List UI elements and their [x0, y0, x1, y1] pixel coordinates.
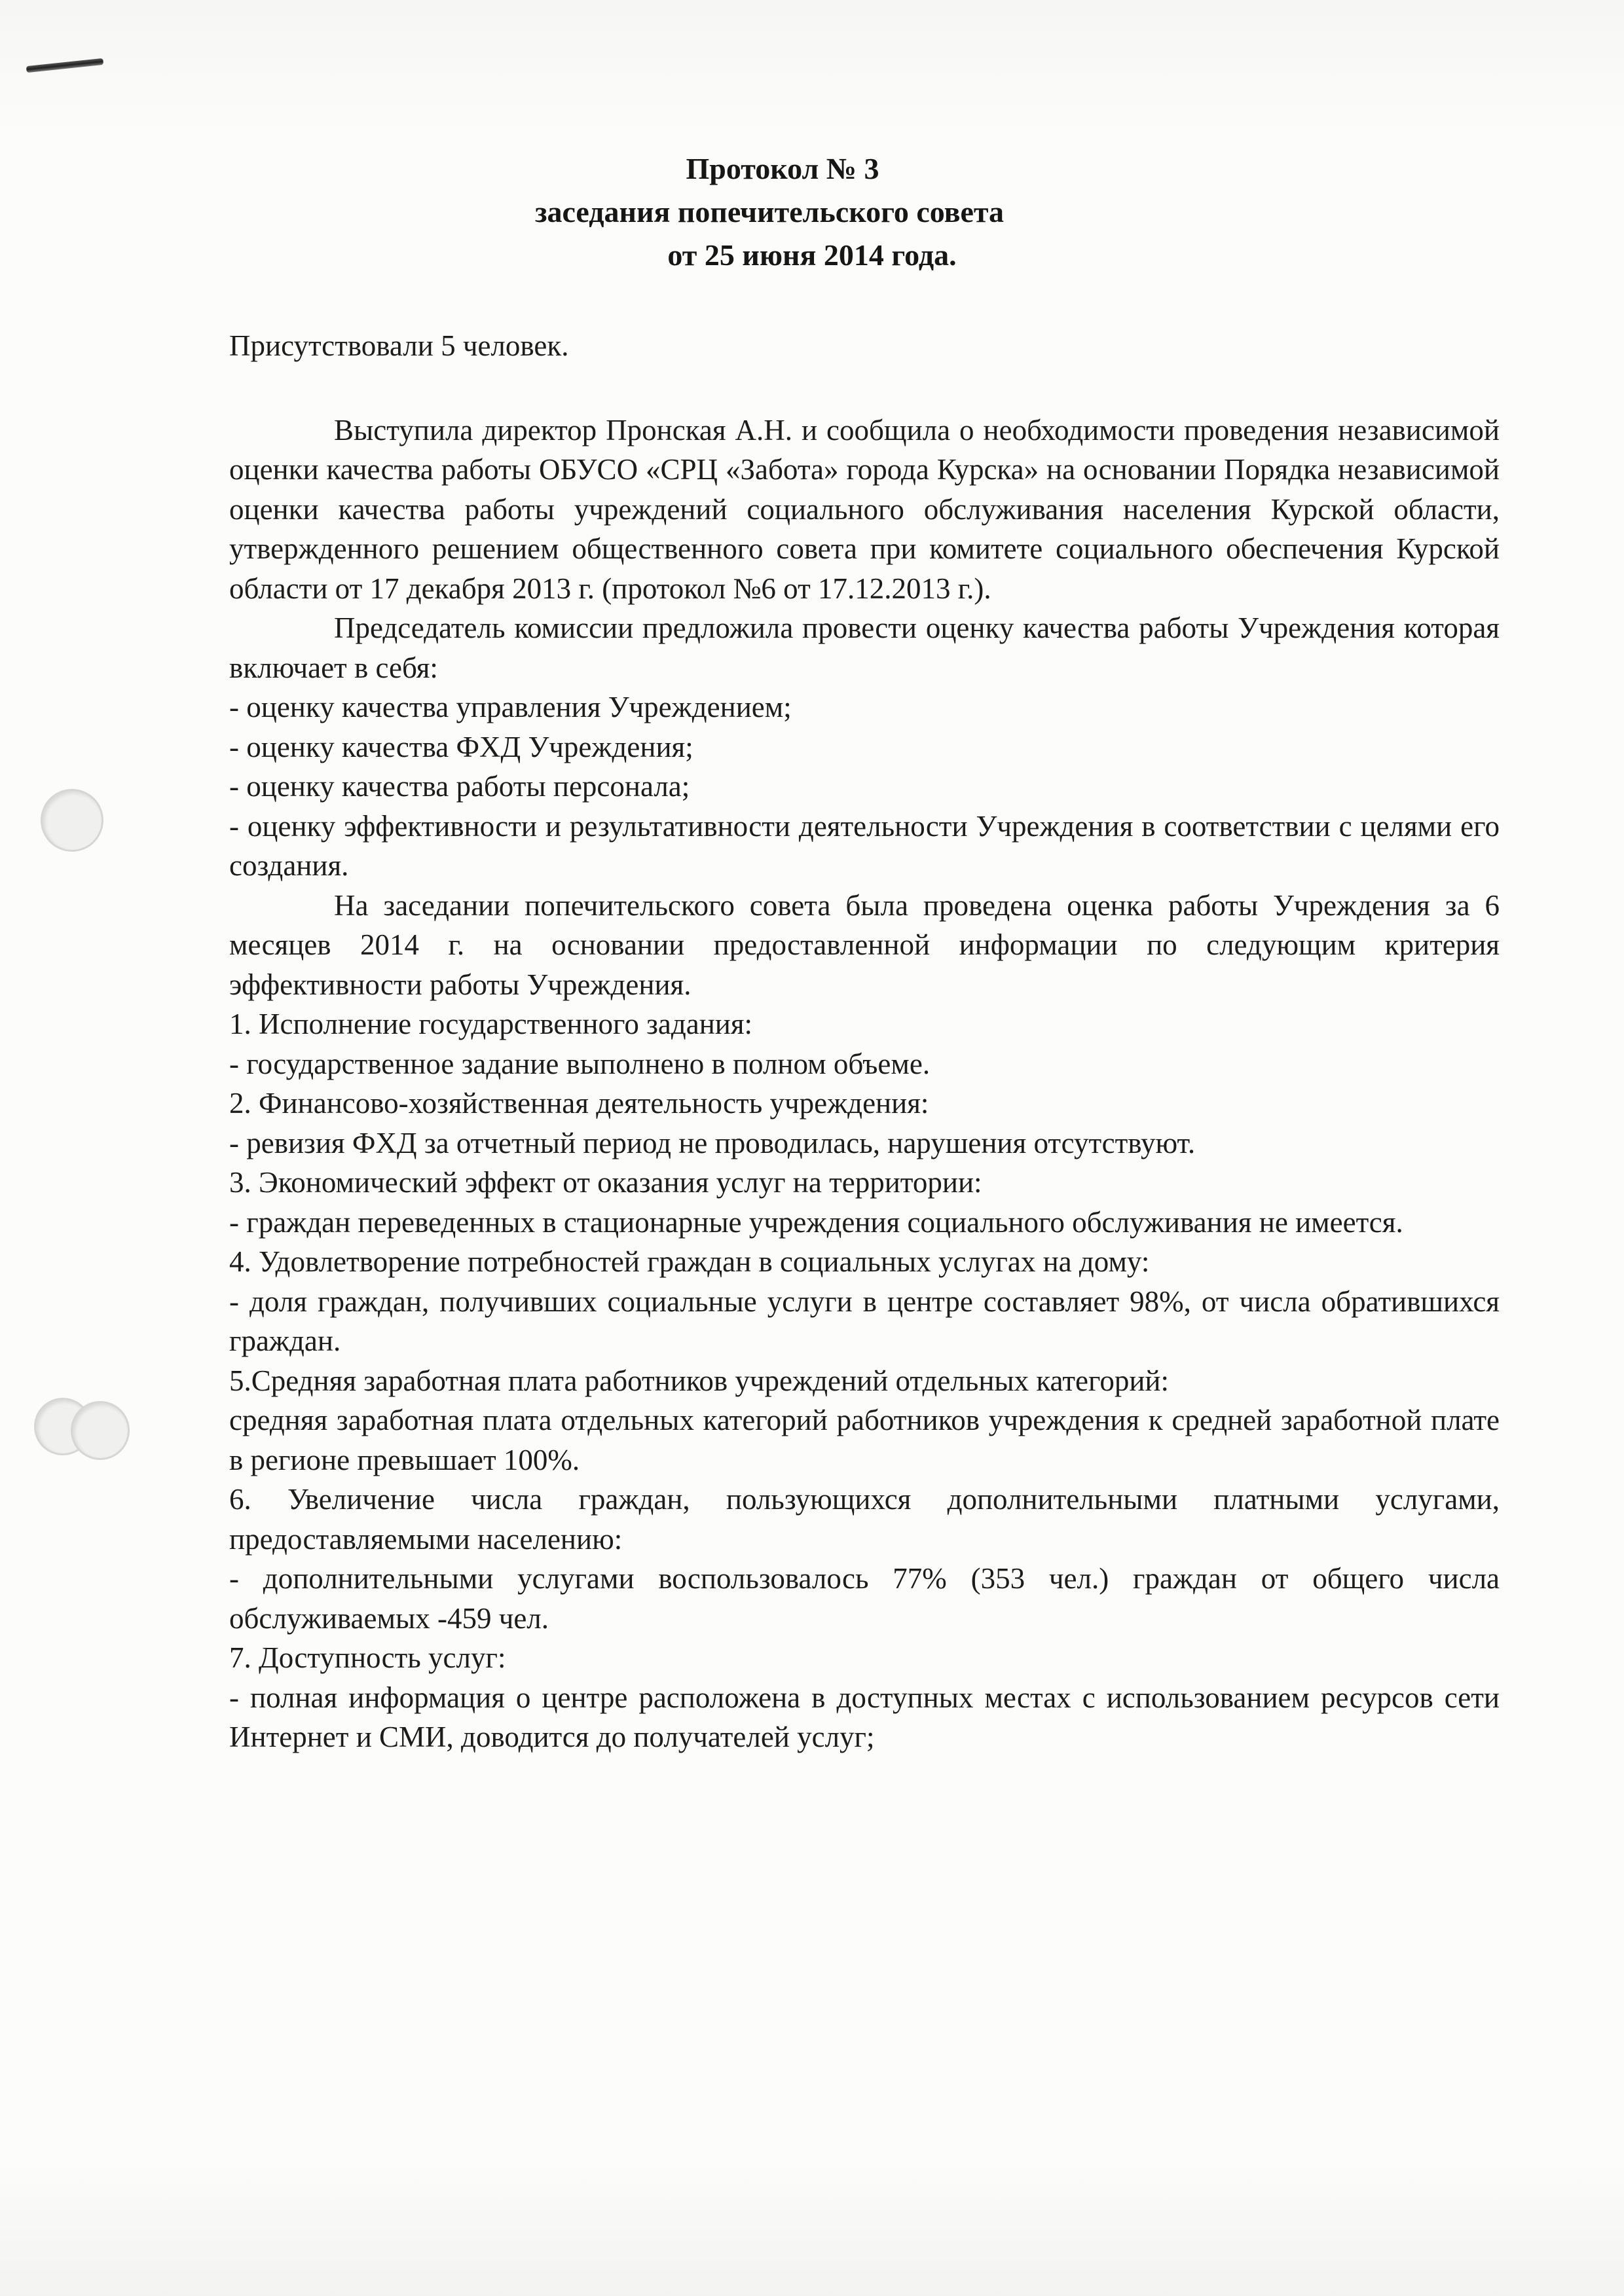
criterion-result: - дополнительными услугами воспользовалось 77% (353 чел.) граждан от общего числа обслуживаемых -459 чел.: [229, 1562, 1500, 1635]
criterion-result: - доля граждан, получивших социальные услуги в центре составляет 98%, от числа обратившихся граждан.: [229, 1285, 1500, 1357]
protocol-title: Протокол № 3: [686, 152, 879, 185]
criterion-heading: 3. Экономический эффект от оказания услуг на территории:: [229, 1166, 982, 1199]
document-header: [229, 147, 1310, 277]
assessment-item: - оценку качества управления Учреждением;: [229, 691, 792, 723]
attendance-line: Присутствовали 5 человек.: [229, 329, 569, 362]
assessment-item: - оценку качества работы персонала;: [229, 770, 690, 803]
criterion-result: - государственное задание выполнено в полном объеме.: [229, 1047, 931, 1080]
punch-hole: [41, 789, 103, 852]
director-speech-paragraph: Выступила директор Пронская А.Н. и сообщила о необходимости проведения независимой оценки качества работы ОБУСО «СРЦ «Забота» города Курска» на основании Порядка независимой оценки качества работы учреждений социального обслуживания населения Курской области, утвержденного решением общественного совета при комитете социального обеспечения Курской области от 17 декабря 2013 г. (протокол №6 от 17.12.2013 г.).: [229, 413, 1500, 605]
criterion-result: средняя заработная плата отдельных категорий работников учреждения к средней заработной плате в регионе превышает 100%.: [229, 1404, 1500, 1476]
criterion-heading: 7. Доступность услуг:: [229, 1641, 506, 1674]
criterion-result: - ревизия ФХД за отчетный период не проводилась, нарушения отсутствуют.: [229, 1126, 1196, 1159]
criterion-heading: 5.Средняя заработная плата работников учреждений отдельных категорий:: [229, 1364, 1170, 1397]
criterion-heading: 4. Удовлетворение потребностей граждан в социальных услугах на дому:: [229, 1245, 1150, 1278]
punch-hole: [71, 1401, 130, 1460]
criterion-heading: 1. Исполнение государственного задания:: [229, 1008, 753, 1040]
meeting-evaluation-paragraph: На заседании попечительского совета была проведена оценка работы Учреждения за 6 месяцев 2014 г. на основании предоставленной информации по следующим критерия эффективности работы Учреждения.: [229, 888, 1500, 1001]
assessment-item: - оценку качества ФХД Учреждения;: [229, 730, 693, 763]
meeting-date: от 25 июня 2014 года.: [667, 238, 957, 272]
criterion-result: - полная информация о центре расположена в доступных местах с использованием ресурсов сети Интернет и СМИ, доводится до получателей услуг;: [229, 1681, 1500, 1753]
criterion-heading: 6. Увеличение числа граждан, пользующихся дополнительными платными услугами, предоставляемыми населению:: [229, 1483, 1500, 1556]
staple-mark: [26, 58, 103, 73]
meeting-subtitle: заседания попечительского совета: [534, 195, 1005, 228]
chairman-proposal-paragraph: Председатель комиссии предложила провести оценку качества работы Учреждения которая включает в себя:: [229, 611, 1500, 684]
assessment-item: - оценку эффективности и результативности деятельности Учреждения в соответствии с целями его создания.: [229, 809, 1500, 882]
criterion-heading: 2. Финансово-хозяйственная деятельность учреждения:: [229, 1087, 929, 1120]
criterion-result: - граждан переведенных в стационарные учреждения социального обслуживания не имеется.: [229, 1205, 1403, 1239]
document-body: [229, 326, 1500, 1757]
